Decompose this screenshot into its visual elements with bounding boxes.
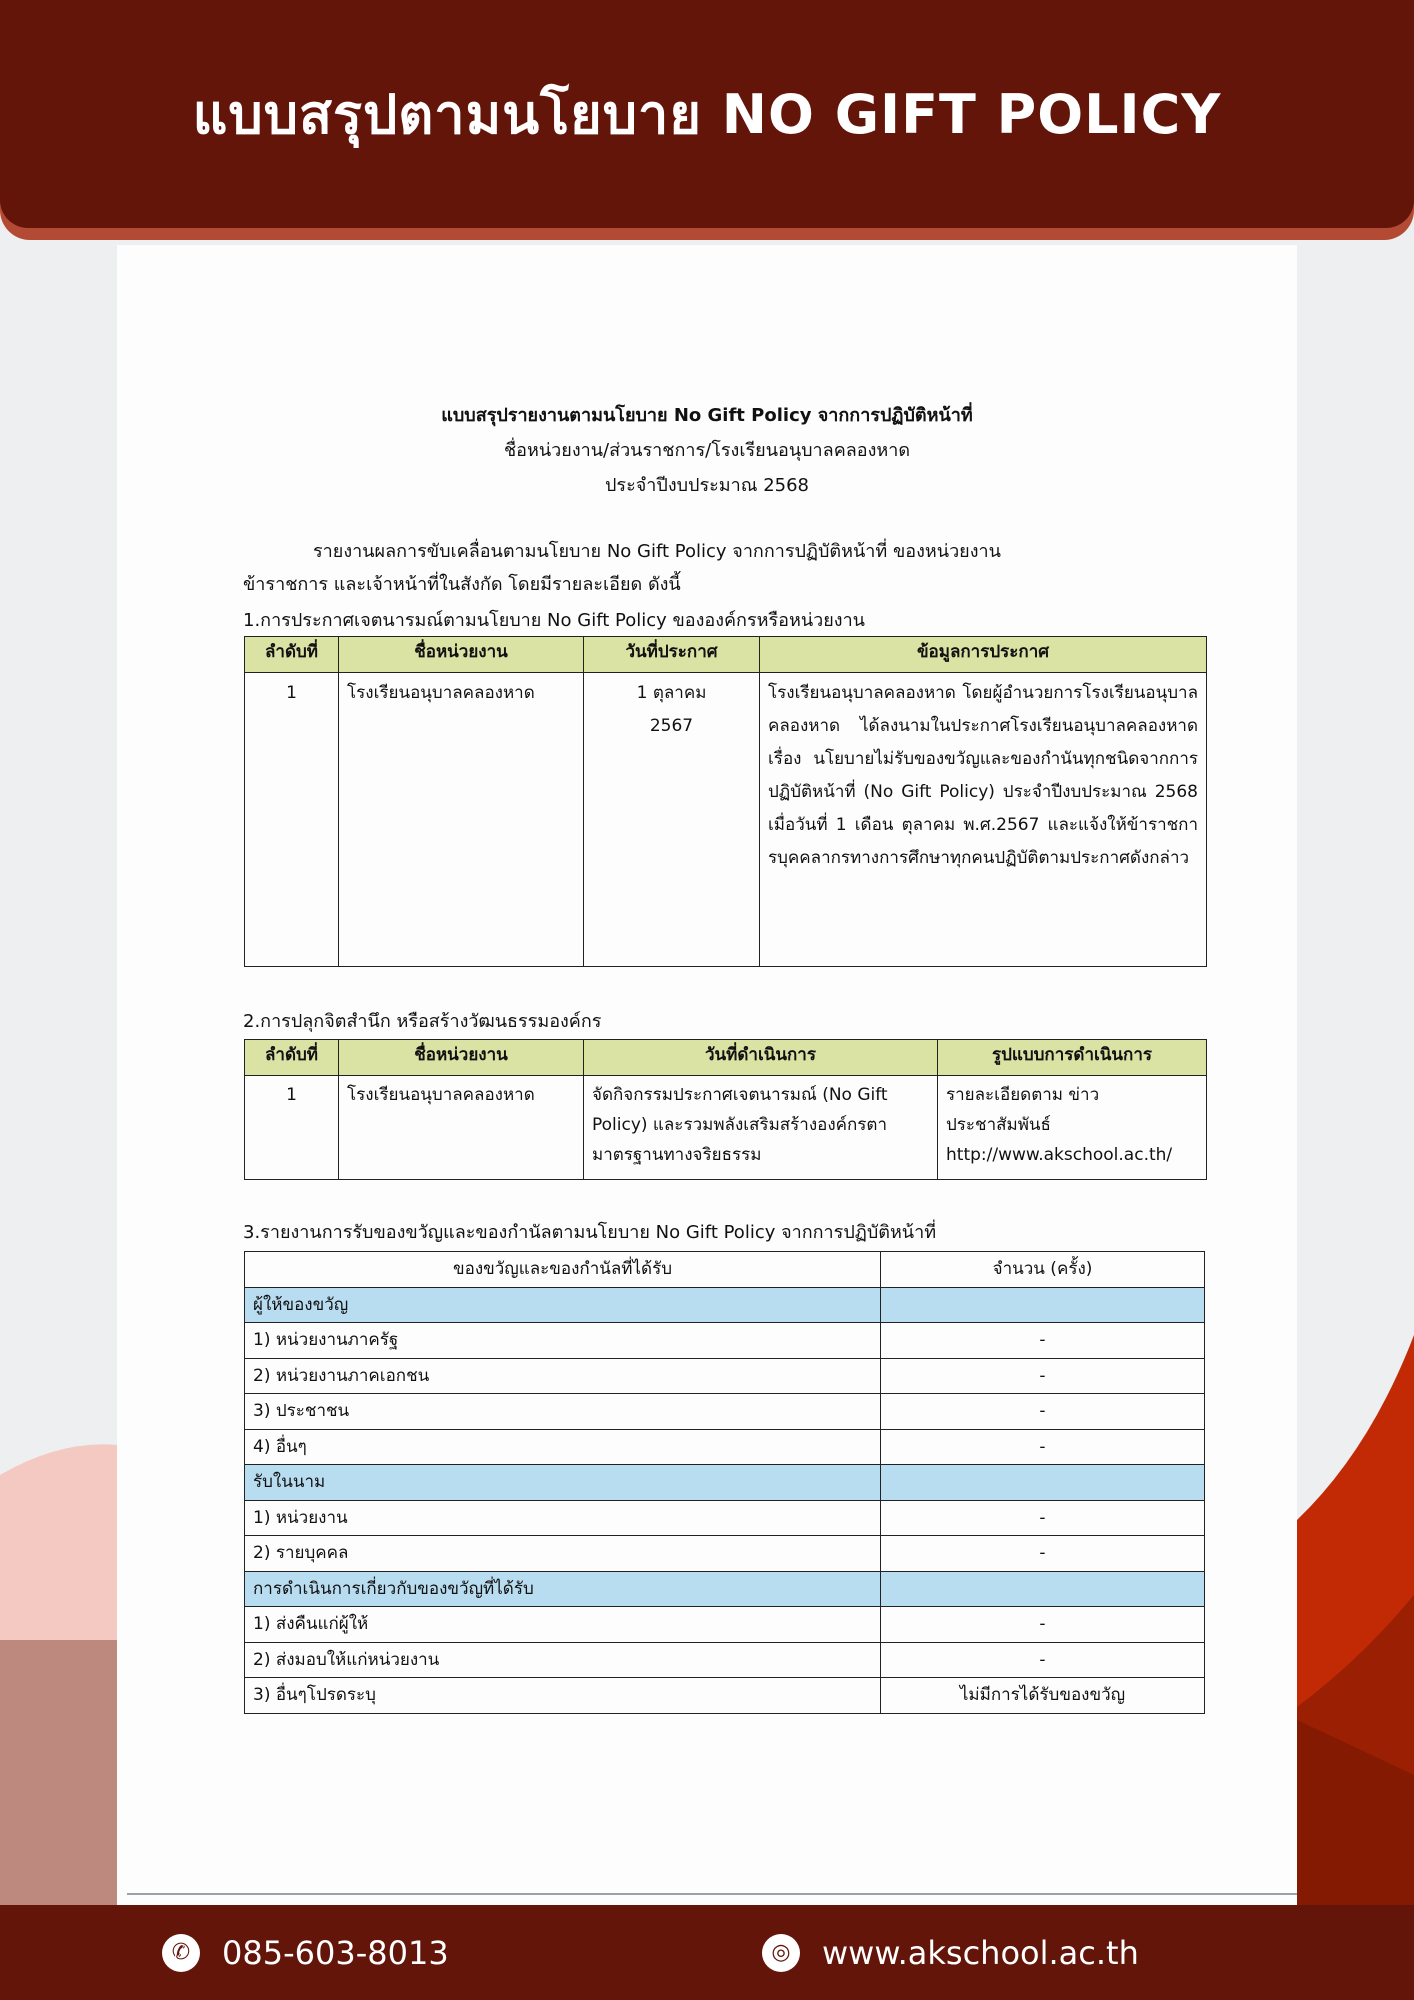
row-count: -: [881, 1642, 1205, 1678]
section-row: [245, 1571, 1205, 1607]
table-row: [245, 1394, 1205, 1430]
news-link[interactable]: http://www.akschool.ac.th/: [946, 1145, 1173, 1165]
cell-format: ประชาสัมพันธ์: [946, 1115, 1051, 1135]
cell-activity: จัดกิจกรรมประกาศเจตนารมณ์ (No Gift Policy) และรวมพลังเสริมสร้างองค์กรตามาตรฐานทางจริยธรรม: [584, 1076, 938, 1180]
cell-no: 1: [245, 1076, 339, 1180]
cell-info: โรงเรียนอนุบาลคลองหาด โดยผู้อำนวยการโรงเรียนอนุบาลคลองหาด ได้ลงนามในประกาศโรงเรียนอนุบาลคลองหาด เรื่อง นโยบายไม่รับของขวัญและของกำนันทุกชนิดจากการปฏิบัติหน้าที่ (No Gift Policy) ประจำปีงบประมาณ 2568 เมื่อวันที่ 1 เดือน ตุลาคม พ.ศ.2567 และแจ้งให้ข้าราชการบุคคลากรทางการศึกษาทุกคนปฏิบัติตามประกาศดังกล่าว: [760, 673, 1207, 967]
section1-heading: 1.การประกาศเจตนารมณ์ตามนโยบาย No Gift Policy ขององค์กรหรือหน่วยงาน: [243, 610, 865, 631]
footer: [0, 1905, 1414, 2000]
row-count: [881, 1287, 1205, 1323]
row-count: -: [881, 1500, 1205, 1536]
activity-table: [244, 1039, 1207, 1180]
announcement-table: [244, 636, 1207, 967]
intro-line-1: รายงานผลการขับเคลื่อนตามนโยบาย No Gift Policy จากการปฏิบัติหน้าที่ ของหน่วยงาน: [313, 541, 1001, 562]
row-count: -: [881, 1394, 1205, 1430]
row-count: -: [881, 1358, 1205, 1394]
row-count: -: [881, 1536, 1205, 1572]
doc-title: แบบสรุปรายงานตามนโยบาย No Gift Policy จากการปฏิบัติหน้าที่: [441, 405, 973, 426]
col-header: ของขวัญและของกำนัลที่ได้รับ: [245, 1252, 881, 1288]
website-link[interactable]: www.akschool.ac.th: [822, 1933, 1139, 1972]
row-label: ผู้ให้ของขวัญ: [245, 1287, 881, 1323]
banner-title: แบบสรุปตามนโยบาย NO GIFT POLICY: [192, 83, 1222, 146]
doc-subtitle: ชื่อหน่วยงาน/ส่วนราชการ/โรงเรียนอนุบาลคลองหาด: [503, 440, 911, 461]
col-header: วันที่ดำเนินการ: [584, 1040, 938, 1076]
cell-format: รายละเอียดตาม ข่าว: [946, 1085, 1100, 1105]
row-label: 2) ส่งมอบให้แก่หน่วยงาน: [245, 1642, 881, 1678]
table-row: [245, 1607, 1205, 1643]
phone-icon: ✆: [162, 1934, 200, 1972]
row-count: ไม่มีการได้รับของขวัญ: [881, 1678, 1205, 1714]
row-label: การดำเนินการเกี่ยวกับของขวัญที่ได้รับ: [245, 1571, 881, 1607]
globe-icon: ◎: [762, 1934, 800, 1972]
table-row: [245, 673, 1207, 967]
cell-unit: โรงเรียนอนุบาลคลองหาด: [339, 673, 584, 967]
col-header: ชื่อหน่วยงาน: [339, 637, 584, 673]
table-row: [245, 1323, 1205, 1359]
section-row: [245, 1287, 1205, 1323]
row-label: รับในนาม: [245, 1465, 881, 1501]
table-row: [245, 1678, 1205, 1714]
col-header: จำนวน (ครั้ง): [881, 1252, 1205, 1288]
row-count: [881, 1465, 1205, 1501]
table-row: [245, 1536, 1205, 1572]
col-header: วันที่ประกาศ: [584, 637, 760, 673]
row-label: 1) หน่วยงาน: [245, 1500, 881, 1536]
row-count: [881, 1571, 1205, 1607]
row-label: 1) หน่วยงานภาครัฐ: [245, 1323, 881, 1359]
col-header: รูปแบบการดำเนินการ: [938, 1040, 1207, 1076]
col-header: ชื่อหน่วยงาน: [339, 1040, 584, 1076]
document-page: [117, 245, 1297, 1905]
table-row: [245, 1429, 1205, 1465]
row-count: -: [881, 1429, 1205, 1465]
gift-table: [244, 1251, 1205, 1714]
row-label: 4) อื่นๆ: [245, 1429, 881, 1465]
row-count: -: [881, 1323, 1205, 1359]
col-header: ข้อมูลการประกาศ: [760, 637, 1207, 673]
col-header: ลำดับที่: [245, 637, 339, 673]
cell-no: 1: [245, 673, 339, 967]
title-banner: [0, 0, 1414, 240]
row-count: -: [881, 1607, 1205, 1643]
table-row: [245, 1642, 1205, 1678]
table-row: [245, 1076, 1207, 1180]
row-label: 2) รายบุคคล: [245, 1536, 881, 1572]
intro-line-2: ข้าราชการ และเจ้าหน้าที่ในสังกัด โดยมีรายละเอียด ดังนี้: [243, 574, 681, 595]
section3-heading: 3.รายงานการรับของขวัญและของกำนัลตามนโยบาย No Gift Policy จากการปฏิบัติหน้าที่: [243, 1222, 937, 1243]
cell-date: 1 ตุลาคม: [636, 683, 707, 703]
row-label: 2) หน่วยงานภาคเอกชน: [245, 1358, 881, 1394]
table-row: [245, 1358, 1205, 1394]
divider: [127, 1893, 1297, 1895]
section-row: [245, 1465, 1205, 1501]
section2-heading: 2.การปลุกจิตสำนึก หรือสร้างวัฒนธรรมองค์กร: [243, 1011, 602, 1032]
row-label: 3) อื่นๆโปรดระบุ: [245, 1678, 881, 1714]
row-label: 3) ประชาชน: [245, 1394, 881, 1430]
row-label: 1) ส่งคืนแก่ผู้ให้: [245, 1607, 881, 1643]
doc-year: ประจำปีงบประมาณ 2568: [604, 475, 810, 496]
cell-date-year: 2567: [649, 716, 694, 736]
col-header: ลำดับที่: [245, 1040, 339, 1076]
cell-unit: โรงเรียนอนุบาลคลองหาด: [339, 1076, 584, 1180]
phone-number: 085-603-8013: [222, 1933, 449, 1972]
table-row: [245, 1500, 1205, 1536]
